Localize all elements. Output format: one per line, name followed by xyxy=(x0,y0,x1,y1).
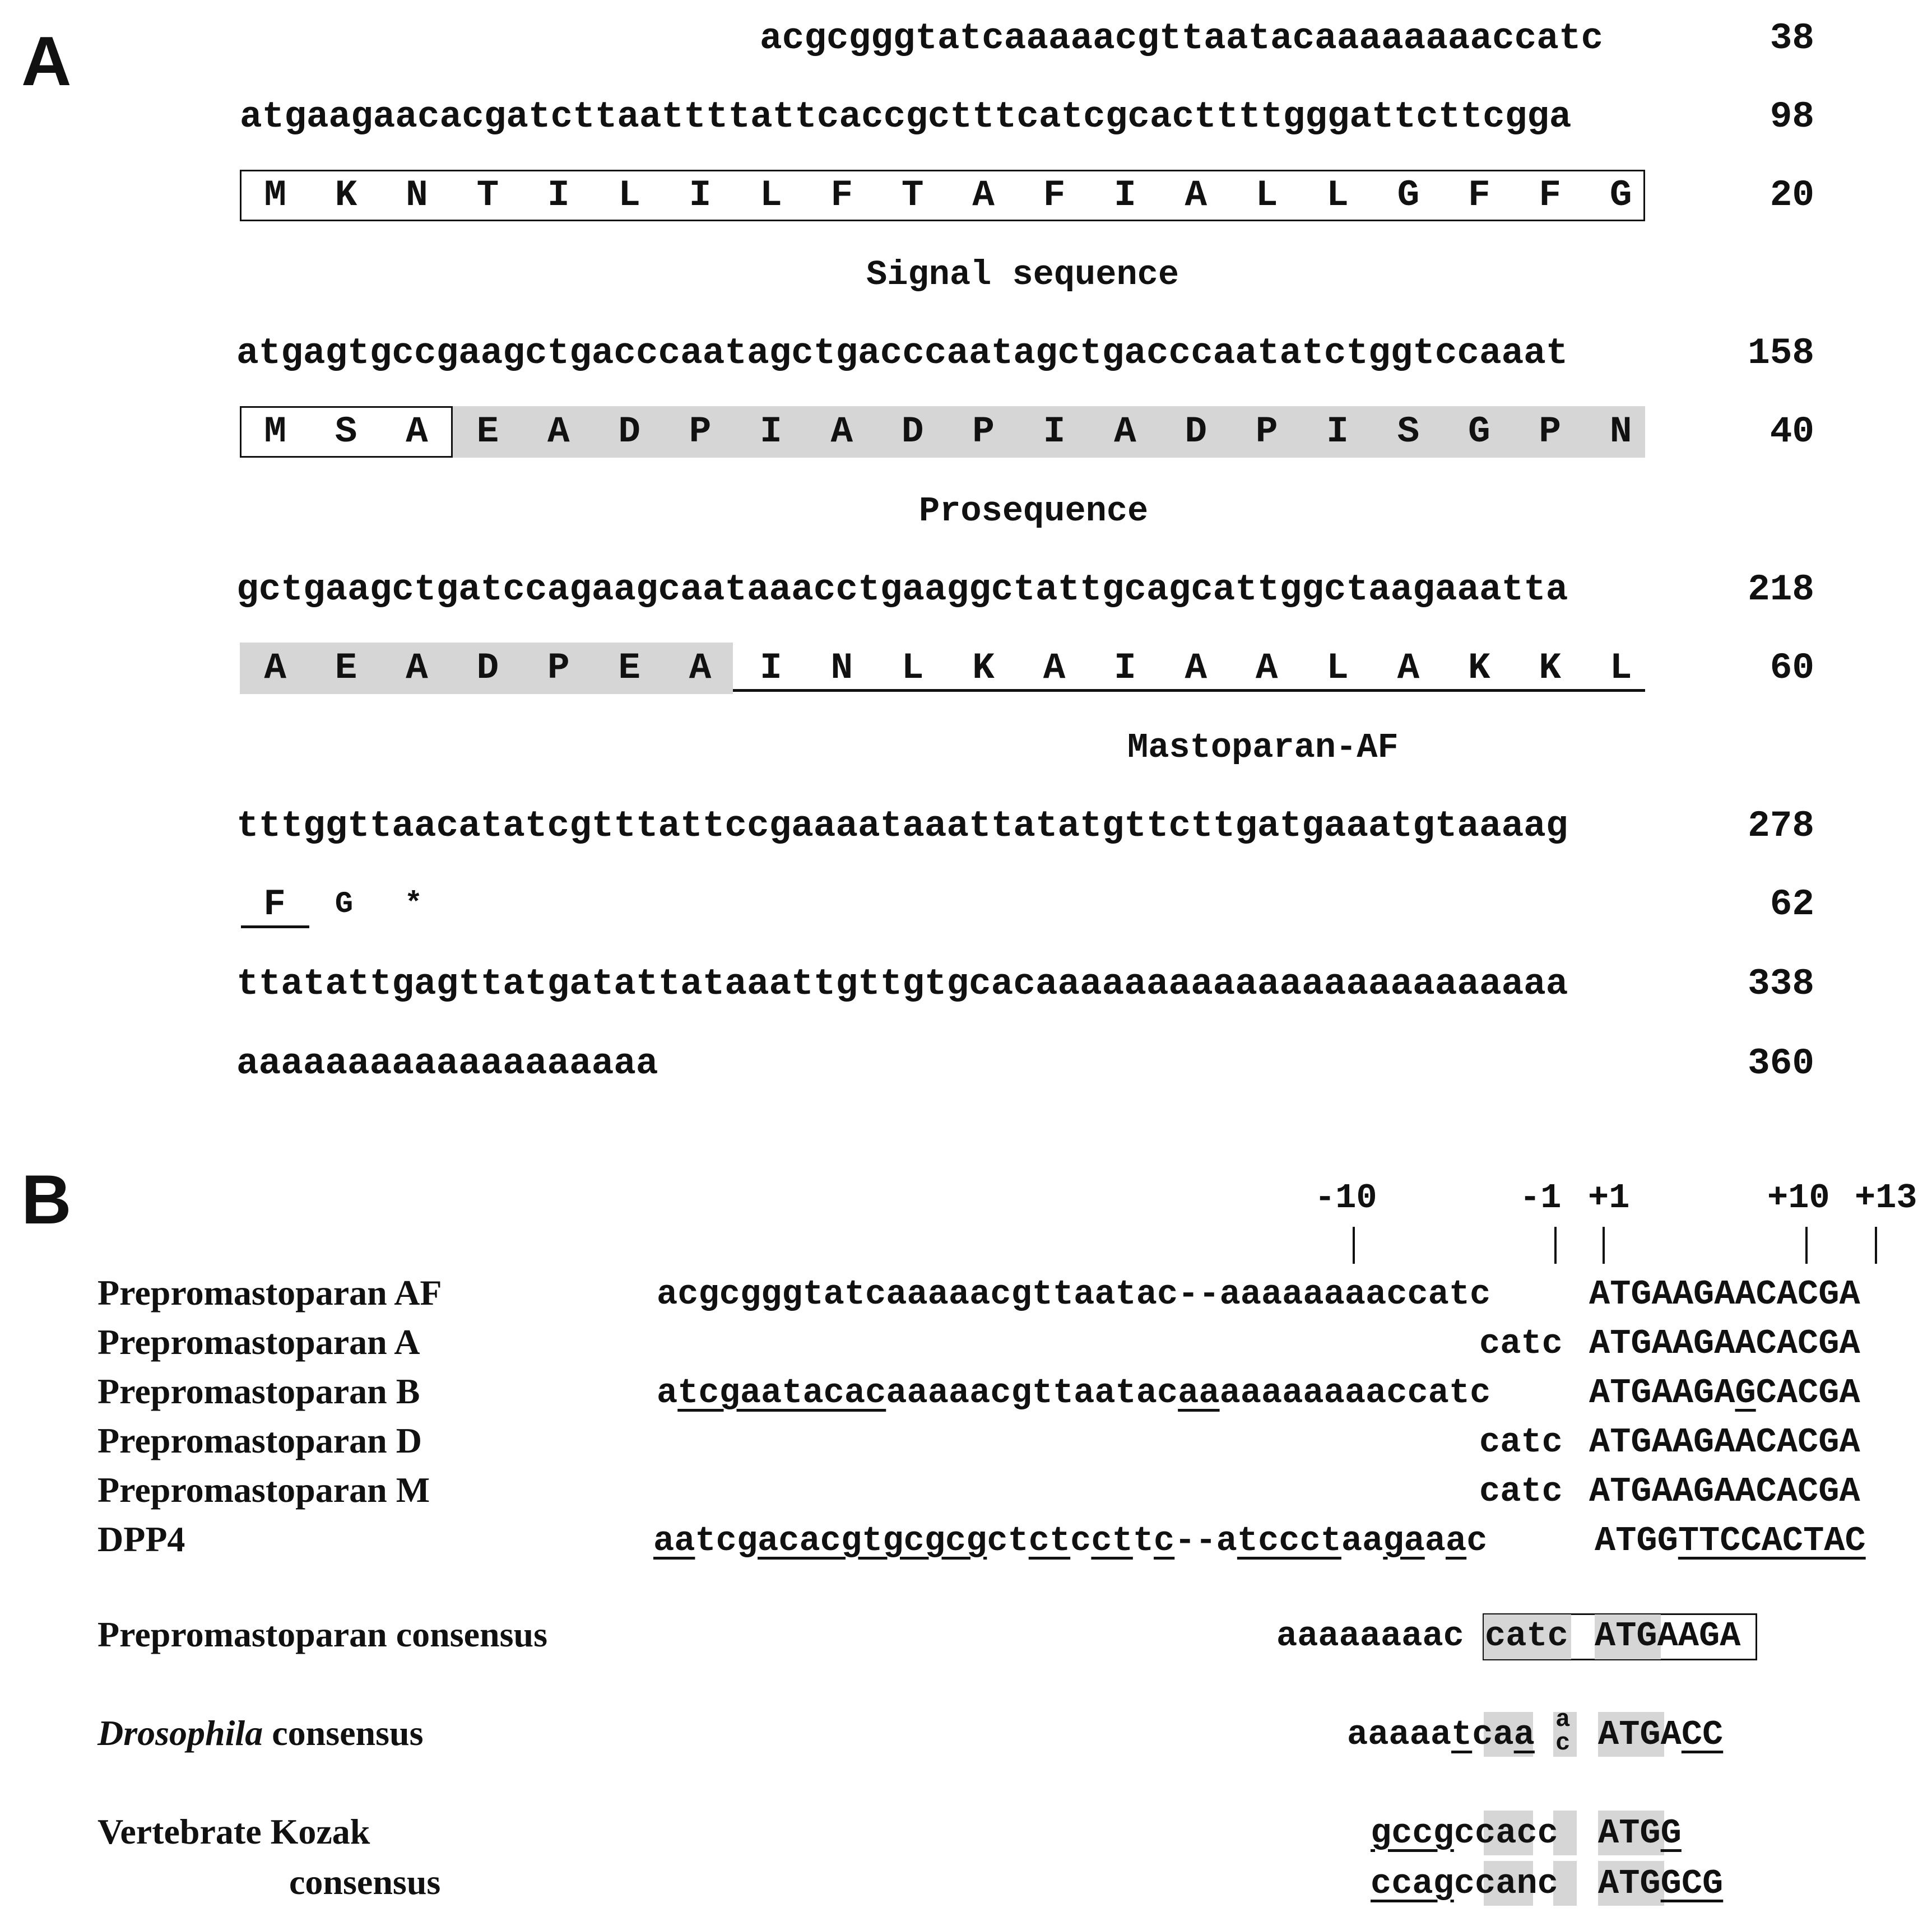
row-upstream-b xyxy=(657,1373,1491,1413)
nt-num-6: 338 xyxy=(1748,963,1814,1005)
signal-residue: A xyxy=(1185,174,1208,216)
mastoparan-residue: A xyxy=(689,647,712,689)
mastoparan-residue: D xyxy=(476,647,499,689)
prosequence-residue: A xyxy=(406,411,428,453)
signal-residue: F xyxy=(1539,174,1562,216)
nt-line-3: atgagtgccgaagctgacccaatagctgacccaatagctgacccaatatctggtccaaat xyxy=(236,332,1568,374)
mastoparan-residue: E xyxy=(335,647,357,689)
mastoparan-residue: A xyxy=(1043,647,1066,689)
mastoparan-residue: A xyxy=(1185,647,1208,689)
aa-num-1: 20 xyxy=(1770,174,1814,216)
mastoparan-residue: K xyxy=(972,647,995,689)
prosequence-residue: G xyxy=(1468,411,1490,453)
signal-residue: N xyxy=(406,174,428,216)
signal-residue: G xyxy=(1609,174,1632,216)
dpp4-upstream-text: aatcgacacgtgcgcgctctccttc--atccctaagaaac xyxy=(653,1521,1488,1561)
position-minus-1: -1 xyxy=(1520,1178,1562,1218)
position-plus-10: +10 xyxy=(1767,1178,1830,1218)
position-plus-1: +1 xyxy=(1588,1178,1630,1218)
mastoparan-underline-2 xyxy=(241,925,309,928)
mastoparan-residue: I xyxy=(1114,647,1136,689)
tick-plus-13 xyxy=(1875,1227,1877,1264)
consensus-label-kozak-2: consensus xyxy=(289,1862,441,1902)
prosequence-residue: S xyxy=(335,411,357,453)
prosequence-residue: N xyxy=(1609,411,1632,453)
prosequence-residue: A xyxy=(1114,411,1136,453)
prosequence-residue: P xyxy=(689,411,712,453)
signal-residue: I xyxy=(689,174,712,216)
consensus-prepro-up: aaaaaaaac xyxy=(1276,1616,1464,1656)
kozak1-coding-text: ATGG xyxy=(1598,1813,1682,1853)
caption-prosequence: Prosequence xyxy=(919,491,1149,531)
nt-line-6: ttatattgagttatgatattataaattgttgtgcacaaaaaaaaaaaaaaaaaaaaaaaa xyxy=(236,963,1568,1005)
consensus-prepro-box-up: catc xyxy=(1485,1616,1568,1656)
prosequence-residue: P xyxy=(972,411,995,453)
kozak2-coding-text: ATGGCG xyxy=(1598,1864,1724,1904)
nt-line-4: gctgaagctgatccagaagcaataaacctgaaggctattgcagcattggctaagaaatta xyxy=(236,569,1568,611)
prosequence-residue: D xyxy=(901,411,924,453)
prosequence-residue: E xyxy=(476,411,499,453)
mastoparan-residue: L xyxy=(1326,647,1349,689)
mastoparan-residue: L xyxy=(901,647,924,689)
row-coding-b xyxy=(1589,1373,1860,1413)
row-upstream-dpp4 xyxy=(653,1521,1488,1561)
tick-plus-10 xyxy=(1805,1227,1808,1264)
consensus-kozak-1-coding xyxy=(1598,1813,1682,1853)
prosequence-residue: A xyxy=(547,411,570,453)
row-upstream-af: acgcgggtatcaaaaacgttaatac--aaaaaaaaccatc xyxy=(657,1274,1491,1314)
row-upstream-d: catc xyxy=(1479,1422,1563,1462)
consensus-kozak-2-coding xyxy=(1598,1864,1724,1904)
aa-num-2: 40 xyxy=(1770,411,1814,453)
signal-residue: F xyxy=(1468,174,1490,216)
signal-residue: A xyxy=(972,174,995,216)
nt-num-3: 158 xyxy=(1748,332,1814,374)
consensus-prepro-box-coding: ATGAAGA xyxy=(1595,1616,1741,1656)
nt-num-4: 218 xyxy=(1748,569,1814,611)
consensus-dros-bottom: c xyxy=(1555,1729,1571,1757)
signal-residue: G xyxy=(1397,174,1420,216)
signal-residue: L xyxy=(760,174,782,216)
mastoparan-residue: K xyxy=(1468,647,1490,689)
consensus-kozak-1-up xyxy=(1371,1813,1558,1853)
row-label-b: Prepromastoparan B xyxy=(97,1371,420,1411)
prosequence-residue: P xyxy=(1539,411,1562,453)
nt-line-1: acgcgggtatcaaaaacgttaatacaaaaaaaaccatc xyxy=(760,17,1604,59)
tick-minus-10 xyxy=(1353,1227,1355,1264)
consensus-dros-up xyxy=(1347,1715,1535,1755)
prosequence-residue: I xyxy=(760,411,782,453)
consensus-dros-top: a xyxy=(1555,1706,1571,1734)
mastoparan-underline-1 xyxy=(733,689,1645,692)
aa-row-mastoparan xyxy=(240,647,1656,689)
panel-a-label: A xyxy=(21,23,72,100)
aa-num-3: 60 xyxy=(1770,647,1814,689)
nt-num-2: 98 xyxy=(1770,96,1814,138)
panel-b-label: B xyxy=(21,1161,72,1239)
consensus-dros-coding xyxy=(1598,1715,1724,1755)
prosequence-residue: I xyxy=(1043,411,1066,453)
nt-num-7: 360 xyxy=(1748,1043,1814,1085)
prosequence-residue: I xyxy=(1326,411,1349,453)
nt-line-2: atgaagaacacgatcttaattttattcaccgctttcatcgcacttttgggattcttcgga xyxy=(240,96,1572,138)
consensus-label-kozak-1: Vertebrate Kozak xyxy=(97,1812,370,1851)
nt-line-7: aaaaaaaaaaaaaaaaaaa xyxy=(236,1043,658,1085)
aa-num-4: 62 xyxy=(1770,883,1814,925)
dpp4-coding-text: ATGGTTCCACTAC xyxy=(1595,1521,1866,1561)
signal-residue: M xyxy=(264,174,286,216)
b-coding-text: ATGAAGAGCACGA xyxy=(1589,1373,1860,1413)
aa-row-end xyxy=(240,883,448,925)
mastoparan-residue: L xyxy=(1609,647,1632,689)
consensus-kozak-2-up xyxy=(1371,1864,1558,1904)
nt-line-5: tttggttaacatatcgtttattccgaaaataaattatatgttcttgatgaaatgtaaaag xyxy=(236,805,1568,847)
end-residue: G xyxy=(335,887,354,922)
signal-residue: F xyxy=(830,174,853,216)
row-label-m: Prepromastoparan M xyxy=(97,1470,430,1510)
row-label-af: Prepromastoparan AF xyxy=(97,1273,442,1313)
signal-residue: T xyxy=(901,174,924,216)
tick-minus-1 xyxy=(1554,1227,1557,1264)
signal-residue: T xyxy=(476,174,499,216)
row-coding-af: ATGAAGAACACGA xyxy=(1589,1274,1860,1314)
signal-residue: I xyxy=(1114,174,1136,216)
mastoparan-residue: A xyxy=(264,647,286,689)
mastoparan-residue: A xyxy=(406,647,428,689)
prosequence-residue: M xyxy=(264,411,286,453)
row-upstream-a: catc xyxy=(1479,1324,1563,1363)
drosophila-italic: Drosophila xyxy=(97,1713,263,1753)
nt-num-1: 38 xyxy=(1770,17,1814,59)
tick-plus-1 xyxy=(1603,1227,1605,1264)
row-coding-d: ATGAAGAACACGA xyxy=(1589,1422,1860,1462)
prosequence-residue: D xyxy=(618,411,640,453)
row-label-d: Prepromastoparan D xyxy=(97,1421,422,1460)
row-label-dpp4: DPP4 xyxy=(97,1519,185,1559)
dros-up-text: aaaaatcaa xyxy=(1347,1715,1535,1755)
mastoparan-residue: A xyxy=(1397,647,1420,689)
signal-residue: I xyxy=(547,174,570,216)
caption-mastoparan-af: Mastoparan-AF xyxy=(1127,728,1399,767)
row-coding-m: ATGAAGAACACGA xyxy=(1589,1472,1860,1511)
dros-coding-text: ATGACC xyxy=(1598,1715,1724,1755)
row-coding-a: ATGAAGAACACGA xyxy=(1589,1324,1860,1363)
signal-residue: L xyxy=(1255,174,1278,216)
caption-signal-sequence: Signal sequence xyxy=(866,255,1179,295)
end-residue: F xyxy=(263,883,286,925)
prosequence-residue: D xyxy=(1185,411,1208,453)
end-residue: * xyxy=(404,887,423,922)
signal-residue: K xyxy=(335,174,357,216)
mastoparan-residue: E xyxy=(618,647,640,689)
aa-row-signal xyxy=(240,174,1656,216)
prosequence-residue: A xyxy=(830,411,853,453)
prosequence-residue: S xyxy=(1397,411,1420,453)
prosequence-residue: P xyxy=(1255,411,1278,453)
signal-residue: F xyxy=(1043,174,1066,216)
drosophila-label-rest: consensus xyxy=(263,1713,424,1753)
consensus-label-drosophila xyxy=(97,1715,424,1751)
kozak2-up-text: ccagccanc xyxy=(1371,1864,1558,1904)
mastoparan-residue: K xyxy=(1539,647,1562,689)
signal-residue: L xyxy=(1326,174,1349,216)
row-label-a: Prepromastoparan A xyxy=(97,1322,420,1362)
mastoparan-residue: A xyxy=(1255,647,1278,689)
mastoparan-residue: N xyxy=(830,647,853,689)
aa-row-prosequence xyxy=(240,411,1656,453)
position-minus-10: -10 xyxy=(1315,1178,1377,1218)
row-upstream-m: catc xyxy=(1479,1472,1563,1511)
mastoparan-residue: P xyxy=(547,647,570,689)
nt-num-5: 278 xyxy=(1748,805,1814,847)
signal-residue: L xyxy=(618,174,640,216)
position-plus-13: +13 xyxy=(1855,1178,1917,1218)
kozak1-up-text: gccgccacc xyxy=(1371,1813,1558,1853)
row-coding-dpp4 xyxy=(1595,1521,1866,1561)
b-ul-1: atcgaatacacaaaaacgttaatacaaaaaaaaaaccatc xyxy=(657,1373,1491,1413)
consensus-label-prepro: Prepromastoparan consensus xyxy=(97,1614,548,1654)
mastoparan-residue: I xyxy=(760,647,782,689)
